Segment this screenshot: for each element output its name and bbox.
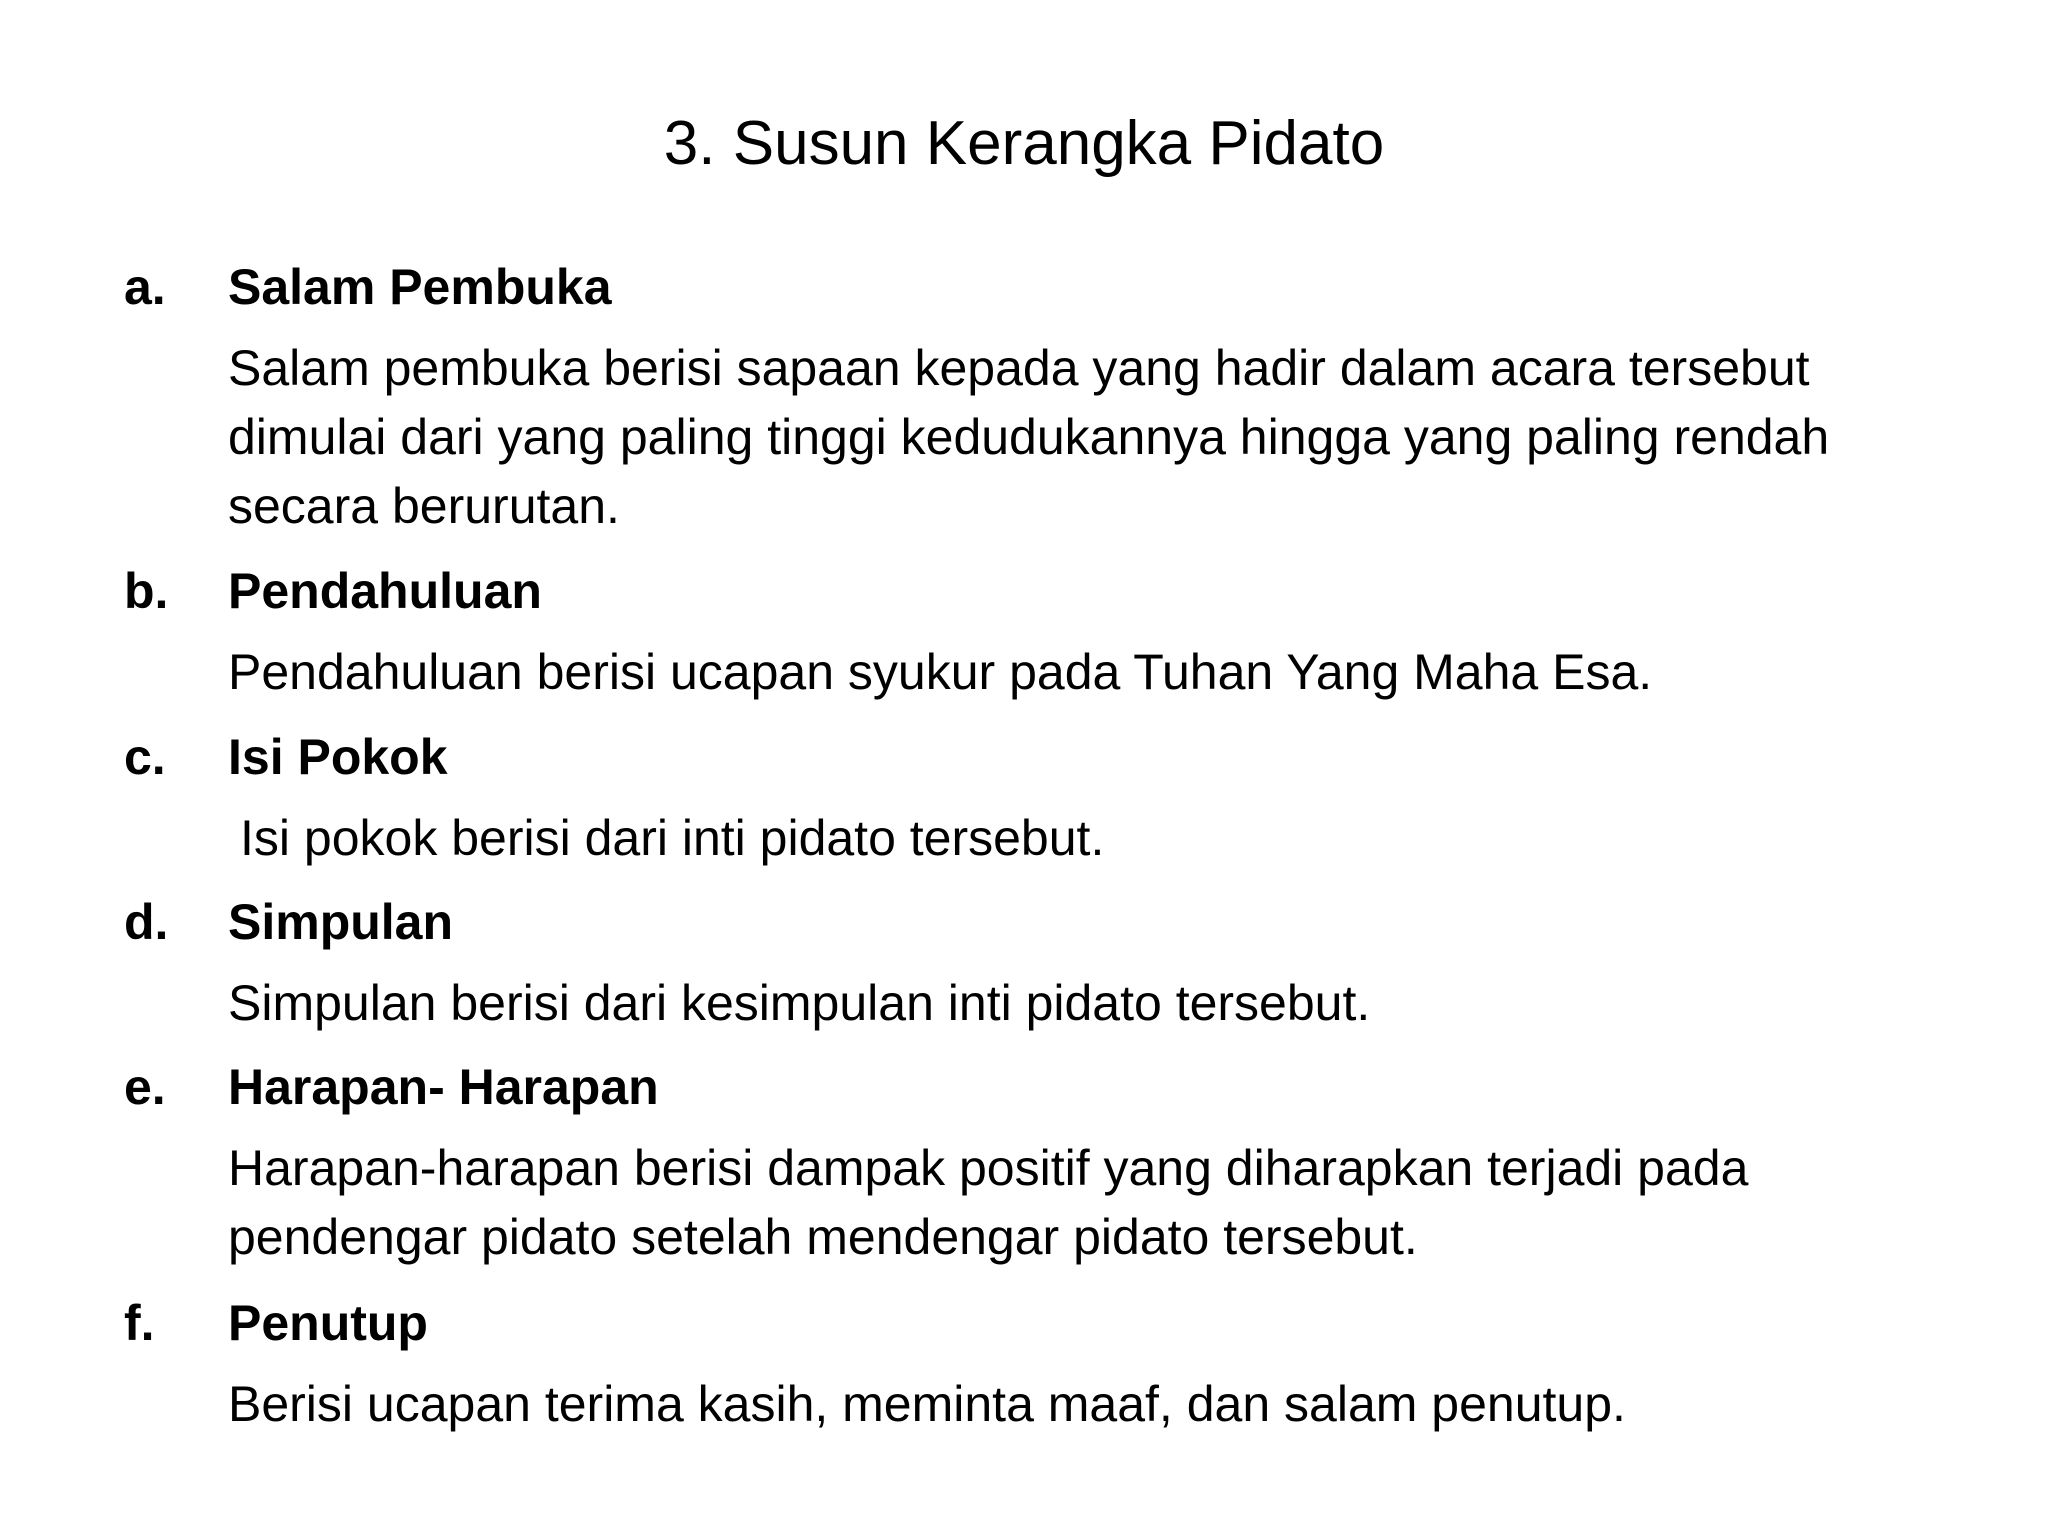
slide-title: 3. Susun Kerangka Pidato <box>663 109 1385 178</box>
item-heading: Isi Pokok <box>228 729 448 785</box>
item-heading: Pendahuluan <box>228 563 542 619</box>
item-heading: Harapan- Harapan <box>228 1059 659 1115</box>
item-heading: Simpulan <box>228 894 454 950</box>
item-marker: c. <box>124 729 166 785</box>
item-marker: e. <box>124 1059 166 1115</box>
item-description: Pendahuluan berisi ucapan syukur pada Tuhan Yang Maha Esa. <box>228 644 1653 700</box>
item-marker: f. <box>124 1295 155 1351</box>
item-heading: Penutup <box>228 1295 428 1351</box>
item-heading: Salam Pembuka <box>228 259 612 315</box>
item-description: Simpulan berisi dari kesimpulan inti pidato tersebut. <box>228 975 1371 1031</box>
item-marker: d. <box>124 894 169 950</box>
item-description: Berisi ucapan terima kasih, meminta maaf, dan salam penutup. <box>228 1376 1626 1432</box>
item-marker: b. <box>124 563 169 619</box>
item-description: Isi pokok berisi dari inti pidato tersebut. <box>240 810 1105 866</box>
item-description: Salam pembuka berisi sapaan kepada yang hadir dalam acara tersebut dimulai dari yang paling tinggi kedudukannya hingga yang paling rendah secara berurutan. <box>228 340 1830 534</box>
item-marker: a. <box>124 259 166 315</box>
item-description: Harapan-harapan berisi dampak positif yang diharapkan terjadi pada pendengar pidato setelah mendengar pidato tersebut. <box>228 1140 1749 1265</box>
